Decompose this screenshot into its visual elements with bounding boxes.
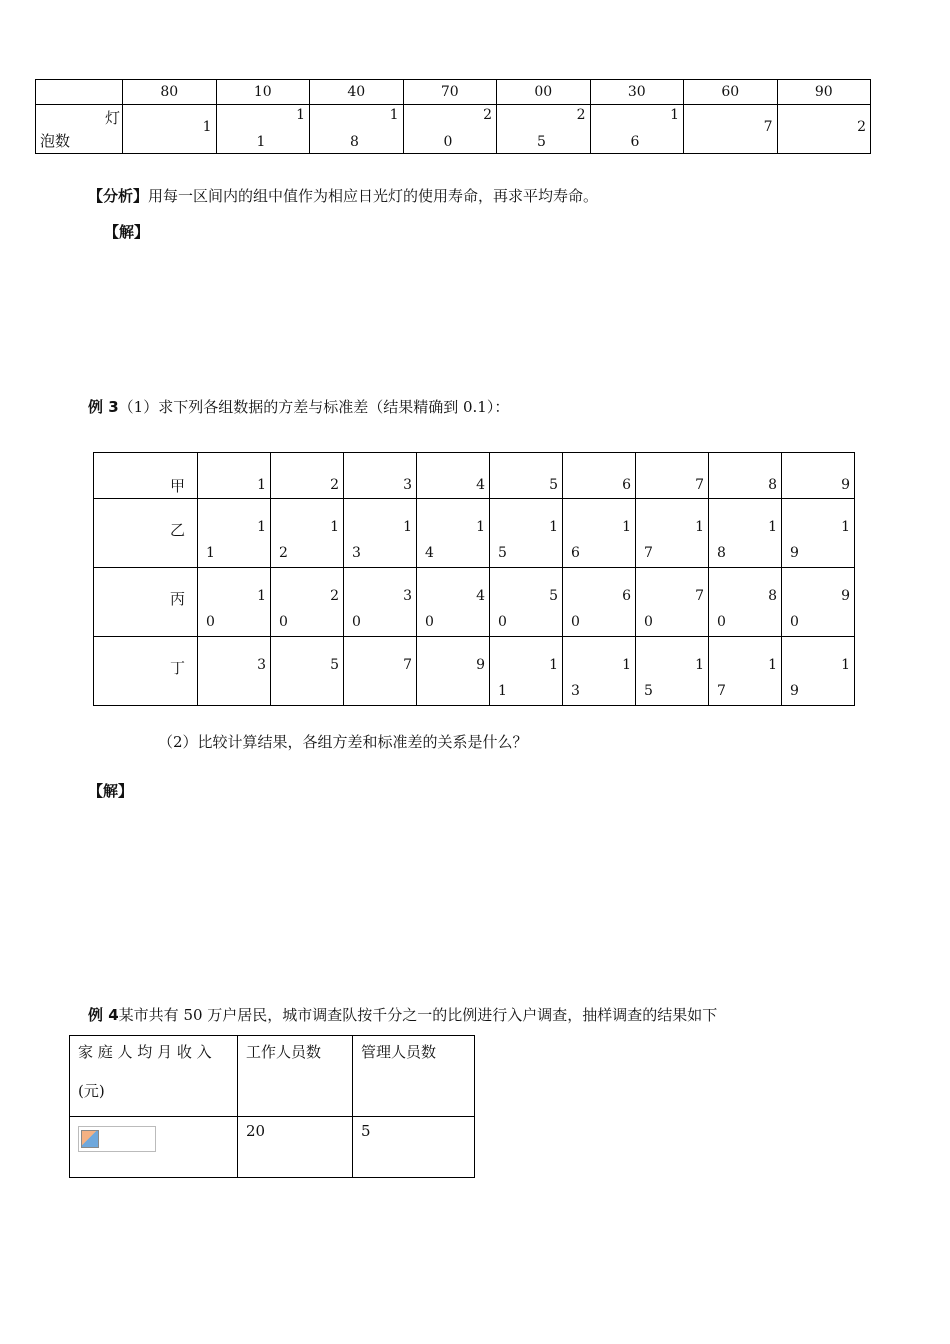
table2-cell: 8 0 bbox=[709, 568, 782, 637]
table2-cell: 1 3 bbox=[344, 499, 417, 568]
table2-cell: 5 0 bbox=[490, 568, 563, 637]
table2-cell: 5 bbox=[490, 453, 563, 499]
table2-cell: 1 bbox=[198, 453, 271, 499]
table2-cell: 1 9 bbox=[782, 637, 855, 706]
table2-cell: 1 2 bbox=[271, 499, 344, 568]
table2-row-label: 丁 bbox=[94, 637, 198, 706]
table2-cell: 9 0 bbox=[782, 568, 855, 637]
table1-header-cell: 70 bbox=[403, 80, 497, 105]
table2-row bbox=[94, 499, 855, 568]
table2-cell: 1 0 bbox=[198, 568, 271, 637]
table2-cell: 3 0 bbox=[344, 568, 417, 637]
table1-cell: 1 8 bbox=[310, 105, 404, 154]
table2-cell: 1 4 bbox=[417, 499, 490, 568]
solution-label-2: 【解】 bbox=[88, 782, 134, 800]
variance-data-table bbox=[93, 452, 855, 706]
table1-cell: 2 0 bbox=[403, 105, 497, 154]
table1-header-cell: 90 bbox=[777, 80, 871, 105]
table2-cell: 4 0 bbox=[417, 568, 490, 637]
table2-cell: 6 0 bbox=[563, 568, 636, 637]
table3-header-row bbox=[70, 1036, 475, 1117]
row-label-top: 灯 bbox=[104, 109, 120, 127]
table2-cell: 4 bbox=[417, 453, 490, 499]
table3-data-row bbox=[70, 1117, 475, 1178]
analysis-paragraph bbox=[88, 185, 598, 206]
table2-cell: 2 0 bbox=[271, 568, 344, 637]
table2-cell: 7 0 bbox=[636, 568, 709, 637]
table1-cell: 7 bbox=[684, 105, 778, 154]
income-header-line2: (元) bbox=[78, 1082, 105, 1100]
table1-cell: 1 6 bbox=[590, 105, 684, 154]
table2-cell: 1 1 bbox=[198, 499, 271, 568]
table2-cell: 1 9 bbox=[782, 499, 855, 568]
table1-header-cell: 00 bbox=[497, 80, 591, 105]
table2-cell: 6 bbox=[563, 453, 636, 499]
table2-cell: 1 7 bbox=[709, 637, 782, 706]
example3-text: （1）求下列各组数据的方差与标准差（结果精确到 0.1）： bbox=[118, 398, 510, 416]
table2-cell: 3 bbox=[198, 637, 271, 706]
table2-row-label: 甲 bbox=[94, 453, 198, 499]
table1-header-row bbox=[36, 80, 871, 105]
income-survey-table bbox=[69, 1035, 475, 1178]
table1-cell: 1 1 bbox=[216, 105, 310, 154]
table2-row bbox=[94, 568, 855, 637]
analysis-text: 用每一区间内的组中值作为相应日光灯的使用寿命，再求平均寿命。 bbox=[148, 187, 599, 205]
managers-header-cell: 管理人员数 bbox=[353, 1036, 475, 1117]
table2-cell: 5 bbox=[271, 637, 344, 706]
broken-image-icon bbox=[78, 1126, 156, 1152]
example3-tag: 例 3 bbox=[88, 398, 119, 416]
table2-cell: 9 bbox=[417, 637, 490, 706]
table1-cell: 2 5 bbox=[497, 105, 591, 154]
table1-row-label bbox=[36, 105, 123, 154]
table1-header-cell: 60 bbox=[684, 80, 778, 105]
table2-cell: 8 bbox=[709, 453, 782, 499]
table2-row-label: 丙 bbox=[94, 568, 198, 637]
table1-header-cell: 80 bbox=[123, 80, 217, 105]
example4-paragraph bbox=[88, 1004, 717, 1025]
question2-text: （2）比较计算结果，各组方差和标准差的关系是什么？ bbox=[158, 733, 528, 751]
example4-tag: 例 4 bbox=[88, 1006, 119, 1024]
table2-cell: 1 8 bbox=[709, 499, 782, 568]
table2-cell: 1 5 bbox=[490, 499, 563, 568]
managers-count-cell: 5 bbox=[353, 1117, 475, 1178]
example4-text: 某市共有 50 万户居民，城市调查队按千分之一的比例进行入户调查，抽样调查的结果如下 bbox=[118, 1006, 718, 1024]
table1-count-row bbox=[36, 105, 871, 154]
table1-cell: 1 bbox=[123, 105, 217, 154]
table2-cell: 1 7 bbox=[636, 499, 709, 568]
workers-header-cell: 工作人员数 bbox=[238, 1036, 353, 1117]
table1-header-cell: 30 bbox=[590, 80, 684, 105]
lamp-lifetime-table bbox=[35, 79, 871, 154]
table1-cell: 2 bbox=[777, 105, 871, 154]
income-range-cell bbox=[70, 1117, 238, 1178]
row-label-bottom: 泡数 bbox=[40, 132, 71, 150]
table2-cell: 3 bbox=[344, 453, 417, 499]
table2-row bbox=[94, 637, 855, 706]
income-header-line1: 家 庭 人 均 月 收 入 bbox=[78, 1043, 212, 1061]
table2-cell: 1 6 bbox=[563, 499, 636, 568]
table2-cell: 7 bbox=[344, 637, 417, 706]
table2-cell: 9 bbox=[782, 453, 855, 499]
table2-cell: 1 1 bbox=[490, 637, 563, 706]
table1-header-cell: 10 bbox=[216, 80, 310, 105]
table1-header-cell bbox=[36, 80, 123, 105]
table2-cell: 7 bbox=[636, 453, 709, 499]
table2-row bbox=[94, 453, 855, 499]
table2-cell: 1 3 bbox=[563, 637, 636, 706]
table2-cell: 2 bbox=[271, 453, 344, 499]
table2-row-label: 乙 bbox=[94, 499, 198, 568]
workers-count-cell: 20 bbox=[238, 1117, 353, 1178]
table1-header-cell: 40 bbox=[310, 80, 404, 105]
solution-label-1: 【解】 bbox=[104, 223, 150, 241]
table2-cell: 1 5 bbox=[636, 637, 709, 706]
income-header-cell bbox=[70, 1036, 238, 1117]
example3-paragraph bbox=[88, 396, 509, 417]
analysis-tag: 【分析】 bbox=[88, 187, 149, 205]
